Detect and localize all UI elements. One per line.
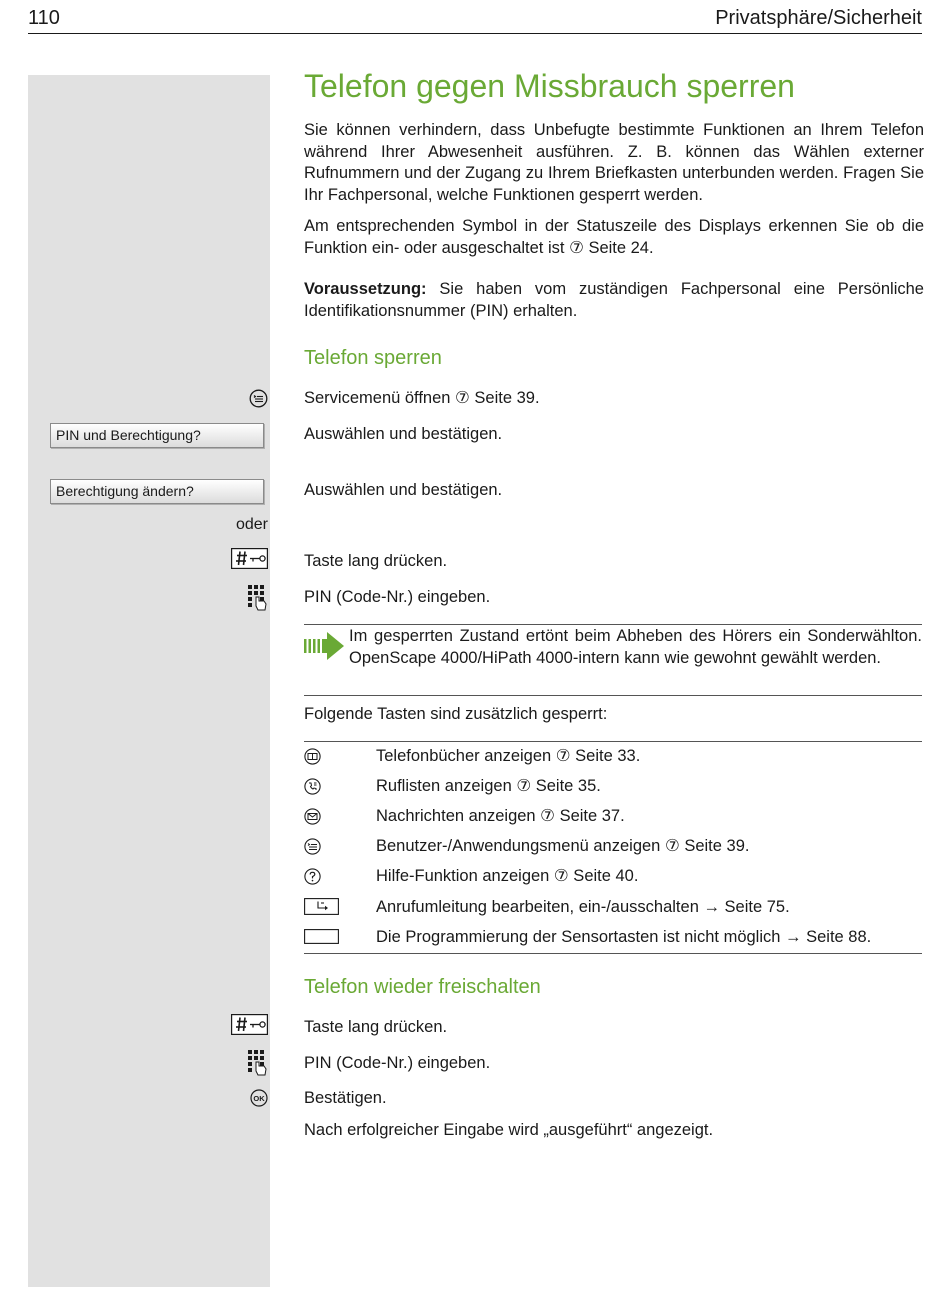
header-divider bbox=[28, 33, 922, 34]
step-service-menu: Servicemenü öffnen ⑦ Seite 39. bbox=[304, 389, 540, 407]
svg-text:OK: OK bbox=[253, 1094, 265, 1103]
intro-paragraph: Sie können verhindern, dass Unbefugte bestimmte Funktionen an Ihrem Telefon während Ihrer Abwesenheit ausführen. Z. B. können das Wählen externer Rufnummern und der Zugang zu Ihrem Briefkasten unterbunden werden. Fragen Sie Ihr Fachpersonal, welche Funktionen gesperrt werden. bbox=[304, 121, 924, 204]
hash-key-lock-icon[interactable] bbox=[231, 548, 268, 569]
page-number: 110 bbox=[28, 7, 60, 29]
locked-key-row bbox=[304, 805, 922, 829]
keypad-icon[interactable] bbox=[247, 1049, 268, 1076]
note-top-rule bbox=[304, 624, 922, 625]
locked-key-text: Hilfe-Funktion anzeigen ⑦ Seite 40. bbox=[376, 867, 639, 885]
locked-key-text: Nachrichten anzeigen ⑦ Seite 37. bbox=[376, 807, 625, 825]
locked-key-text: Die Programmierung der Sensortasten ist nicht möglich → Seite 88. bbox=[376, 928, 872, 946]
keypad-icon[interactable] bbox=[247, 584, 268, 611]
section-heading-unlock: Telefon wieder freischalten bbox=[304, 976, 541, 998]
menu-item-change-authorization[interactable]: Berechtigung ändern? bbox=[50, 479, 264, 504]
locked-keys-top-rule bbox=[304, 741, 922, 742]
alternative-label: oder bbox=[235, 516, 268, 533]
step-long-press: Taste lang drücken. bbox=[304, 552, 448, 570]
locked-key-row bbox=[304, 745, 922, 769]
step-confirm: Bestätigen. bbox=[304, 1089, 387, 1107]
note-text: Im gesperrten Zustand ertönt beim Abheben des Hörers ein Sonderwählton. OpenScape 4000/HiPath 4000-intern kann wie gewohnt gewählt werden. bbox=[349, 627, 922, 667]
note-arrow-icon bbox=[304, 632, 345, 660]
section-title: Privatsphäre/Sicherheit bbox=[715, 7, 922, 29]
step-pin-entry: PIN (Code-Nr.) eingeben. bbox=[304, 588, 491, 606]
step-unlock-long-press: Taste lang drücken. bbox=[304, 1018, 448, 1036]
locked-keys-bottom-rule bbox=[304, 953, 922, 954]
step-unlock-pin: PIN (Code-Nr.) eingeben. bbox=[304, 1054, 491, 1072]
service-menu-icon[interactable] bbox=[249, 389, 268, 408]
locked-key-text: Telefonbücher anzeigen ⑦ Seite 33. bbox=[376, 747, 641, 765]
note-bottom-rule bbox=[304, 695, 922, 696]
prerequisite-text: Sie haben vom zuständigen Fachpersonal eine Persönliche Identifikationsnummer (PIN) erhalten. bbox=[304, 280, 924, 320]
section-heading-lock: Telefon sperren bbox=[304, 347, 442, 369]
phonebook-key-icon bbox=[304, 748, 321, 765]
locked-key-text: Ruflisten anzeigen ⑦ Seite 35. bbox=[376, 777, 601, 795]
locked-key-text: Anrufumleitung bearbeiten, ein-/ausschalten → Seite 75. bbox=[376, 898, 790, 916]
sensor-key-icon bbox=[304, 929, 339, 944]
locked-key-row bbox=[304, 775, 922, 799]
locked-key-row bbox=[304, 835, 922, 859]
messages-key-icon bbox=[304, 808, 321, 825]
step-select-2: Auswählen und bestätigen. bbox=[304, 481, 503, 499]
hash-key-lock-icon[interactable] bbox=[231, 1014, 268, 1035]
call-list-key-icon bbox=[304, 778, 321, 795]
help-key-icon bbox=[304, 868, 321, 885]
call-forwarding-key-icon bbox=[304, 898, 339, 915]
locked-key-row bbox=[304, 865, 922, 889]
prerequisite-label: Voraussetzung: bbox=[304, 280, 427, 298]
menu-item-pin-authorization[interactable]: PIN und Berechtigung? bbox=[50, 423, 264, 448]
locked-key-row bbox=[304, 896, 922, 920]
locked-keys-intro: Folgende Tasten sind zusätzlich gesperrt: bbox=[304, 705, 608, 723]
sidebar-panel bbox=[28, 75, 270, 1287]
unlock-result-text: Nach erfolgreicher Eingabe wird „ausgeführt“ angezeigt. bbox=[304, 1121, 714, 1139]
step-select-1: Auswählen und bestätigen. bbox=[304, 425, 503, 443]
status-paragraph: Am entsprechenden Symbol in der Statuszeile des Displays erkennen Sie ob die Funktion ein- oder ausgeschaltet ist ⑦ Seite 24. bbox=[304, 217, 924, 257]
prerequisite-paragraph bbox=[304, 279, 924, 322]
locked-key-row bbox=[304, 926, 922, 950]
ok-key-icon[interactable] bbox=[250, 1089, 268, 1107]
page-title: Telefon gegen Missbrauch sperren bbox=[304, 68, 795, 104]
menu-key-icon bbox=[304, 838, 321, 855]
locked-key-text: Benutzer-/Anwendungsmenü anzeigen ⑦ Seite 39. bbox=[376, 837, 750, 855]
